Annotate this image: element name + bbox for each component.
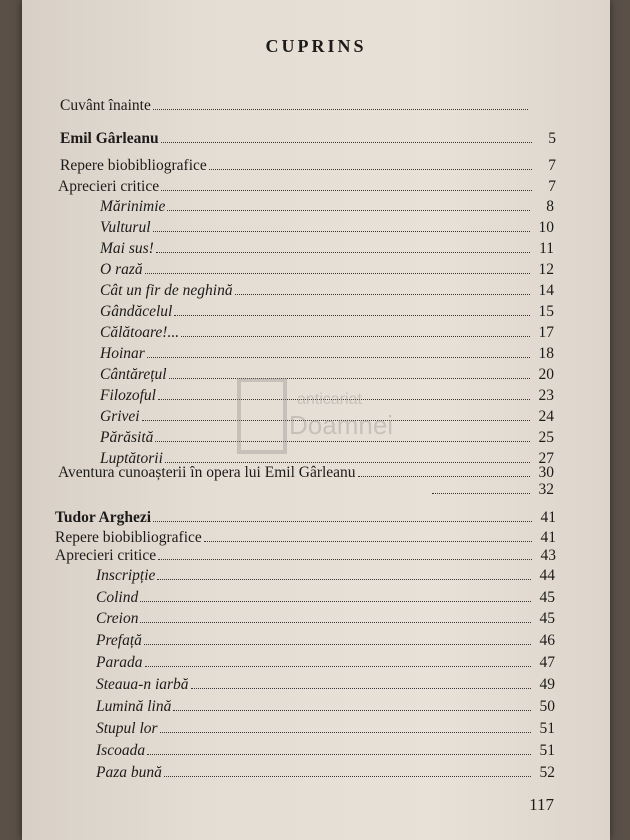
dot-leader: [145, 652, 532, 667]
toc-entry: [58, 176, 556, 197]
toc-entry-title: Cuvânt înainte: [60, 97, 151, 114]
toc-entry-title: Filozoful: [100, 387, 156, 404]
toc-entry-page: 47: [539, 654, 555, 671]
toc-entry-page: 49: [539, 676, 555, 693]
toc-entry: [100, 406, 554, 427]
dot-leader: [160, 718, 531, 733]
toc-entry-page: 24: [538, 408, 554, 425]
toc-entry-title: Aventura cunoașterii în opera lui Emil Gârleanu: [58, 464, 356, 481]
toc-entry-title: Repere biobibliografice: [60, 157, 207, 174]
toc-entry-title: Inscripție: [96, 567, 156, 584]
toc-entry: [100, 343, 554, 364]
toc-entry-title: Părăsită: [100, 429, 154, 446]
dot-leader: [164, 762, 531, 777]
dot-leader: [169, 364, 530, 379]
dot-leader: [145, 259, 530, 274]
toc-entry-page: 51: [539, 720, 555, 737]
toc-entry-title: Creion: [96, 610, 139, 627]
dot-leader: [358, 462, 530, 477]
toc-entry-title: Repere biobibliografice: [55, 529, 202, 546]
toc-entry: [55, 545, 556, 566]
dot-leader: [153, 507, 532, 522]
page-title: CUPRINS: [265, 36, 367, 56]
toc-entry-page: 51: [539, 742, 555, 759]
toc-entry: [100, 196, 554, 217]
dot-leader: [147, 740, 531, 755]
toc-entry: [60, 95, 552, 116]
toc-entry-page: 18: [538, 345, 554, 362]
toc-entry-page: 7: [548, 157, 556, 174]
toc-entry-page: 52: [539, 764, 555, 781]
toc-entry-page: 14: [538, 282, 554, 299]
dot-leader: [432, 479, 530, 494]
toc-entry-title: Călătoare!...: [100, 324, 180, 341]
toc-entry-page: 7: [548, 178, 556, 195]
toc-entry-title: Vulturul: [100, 219, 151, 236]
dot-leader: [142, 406, 530, 421]
toc-entry: [100, 301, 554, 322]
dot-leader: [144, 630, 531, 645]
toc-entry-page: 45: [539, 610, 555, 627]
toc-entry: [100, 364, 554, 385]
toc-entry-page: 44: [539, 567, 555, 584]
dot-leader: [156, 238, 530, 253]
toc-entry: [100, 259, 554, 280]
toc-entry: [100, 238, 554, 259]
dot-leader: [155, 427, 530, 442]
watermark-line2: Doamnei: [289, 410, 394, 440]
toc-entry: [96, 630, 555, 651]
dot-leader: [204, 527, 532, 542]
toc-entry-page: 32: [538, 481, 554, 498]
toc-entry-title: O rază: [100, 261, 143, 278]
dot-leader: [147, 343, 530, 358]
toc-entry-title: Cântărețul: [100, 366, 167, 383]
toc-entry: [96, 674, 555, 695]
toc-entry-title: Luptătorii: [100, 450, 163, 467]
toc-entry: [96, 762, 555, 783]
toc-entry-page: 50: [539, 698, 555, 715]
dot-leader: [174, 301, 530, 316]
toc-entry: [96, 696, 555, 717]
toc-entry-page: 12: [538, 261, 554, 278]
toc-entry-title: Paza bună: [96, 764, 162, 781]
toc-entry-page: 5: [548, 130, 556, 147]
toc-entry-page: 10: [538, 219, 554, 236]
toc-entry: [60, 128, 556, 149]
toc-entry-page: 27: [538, 450, 554, 467]
toc-entry-page: 11: [539, 240, 554, 257]
dot-leader: [235, 280, 530, 295]
toc-entry-page: 25: [538, 429, 554, 446]
toc-entry-title: Aprecieri critice: [55, 547, 157, 564]
toc-entry-page: 17: [538, 324, 554, 341]
toc-entry-title: Tudor Arghezi: [55, 509, 152, 526]
dot-leader: [209, 155, 532, 170]
dot-leader: [158, 385, 530, 400]
toc-entry: [100, 322, 554, 343]
toc-entry-title: Colind: [96, 589, 139, 606]
toc-entry-title: Prefață: [96, 632, 142, 649]
toc-entry: [55, 507, 556, 528]
toc-entry-title: Grivei: [100, 408, 140, 425]
dot-leader: [140, 587, 531, 602]
toc-entry-page: 46: [539, 632, 555, 649]
dot-leader: [191, 674, 531, 689]
toc-entry: [96, 718, 555, 739]
toc-entry: [96, 740, 555, 761]
toc-entry-title: Steaua-n iarbă: [96, 676, 189, 693]
dot-leader: [157, 565, 531, 580]
watermark-line1: anticariat: [297, 391, 362, 408]
toc-entry-page: 8: [546, 198, 554, 215]
toc-entry: [96, 587, 555, 608]
toc-entry-title: Stupul lor: [96, 720, 158, 737]
toc-entry-title: Iscoada: [96, 742, 146, 759]
toc-entry-page: 23: [538, 387, 554, 404]
dot-leader: [161, 176, 532, 191]
toc-entry-title: Gândăcelul: [100, 303, 173, 320]
toc-entry-title: Aprecieri critice: [58, 178, 160, 195]
dot-leader: [153, 95, 528, 110]
toc-entry: [96, 565, 555, 586]
toc-entry-page: 30: [538, 464, 554, 481]
toc-entry-page: 41: [540, 509, 556, 526]
dot-leader: [165, 448, 530, 463]
toc-entry-title: Mărinimie: [100, 198, 166, 215]
toc-entry-title: Cât un fir de neghină: [100, 282, 233, 299]
toc-entry: [100, 217, 554, 238]
toc-entry: [100, 385, 554, 406]
toc-entry-page: 43: [540, 547, 556, 564]
toc-entry: [100, 427, 554, 448]
dot-leader: [140, 608, 531, 623]
dot-leader: [161, 128, 532, 143]
toc-entry-page: 45: [539, 589, 555, 606]
toc-entry-page: 20: [538, 366, 554, 383]
dot-leader: [153, 217, 530, 232]
dot-leader: [158, 545, 532, 560]
toc-entry-title: Lumină lină: [96, 698, 172, 715]
toc-entry-title: Hoinar: [100, 345, 145, 362]
toc-entry-title: Parada: [96, 654, 143, 671]
dot-leader: [181, 322, 530, 337]
toc-entry-page: 15: [538, 303, 554, 320]
toc-entry: [100, 280, 554, 301]
toc-entry: [96, 652, 555, 673]
toc-entry-title: Emil Gârleanu: [60, 130, 159, 147]
toc-entry-title: Mai sus!: [100, 240, 154, 257]
page-number: 117: [529, 795, 554, 814]
toc-entry: [96, 608, 555, 629]
toc-entry: [430, 479, 554, 500]
toc-entry: [60, 155, 556, 176]
toc-entry-page: 41: [540, 529, 556, 546]
dot-leader: [173, 696, 531, 711]
dot-leader: [167, 196, 530, 211]
book-page: [22, 0, 610, 840]
